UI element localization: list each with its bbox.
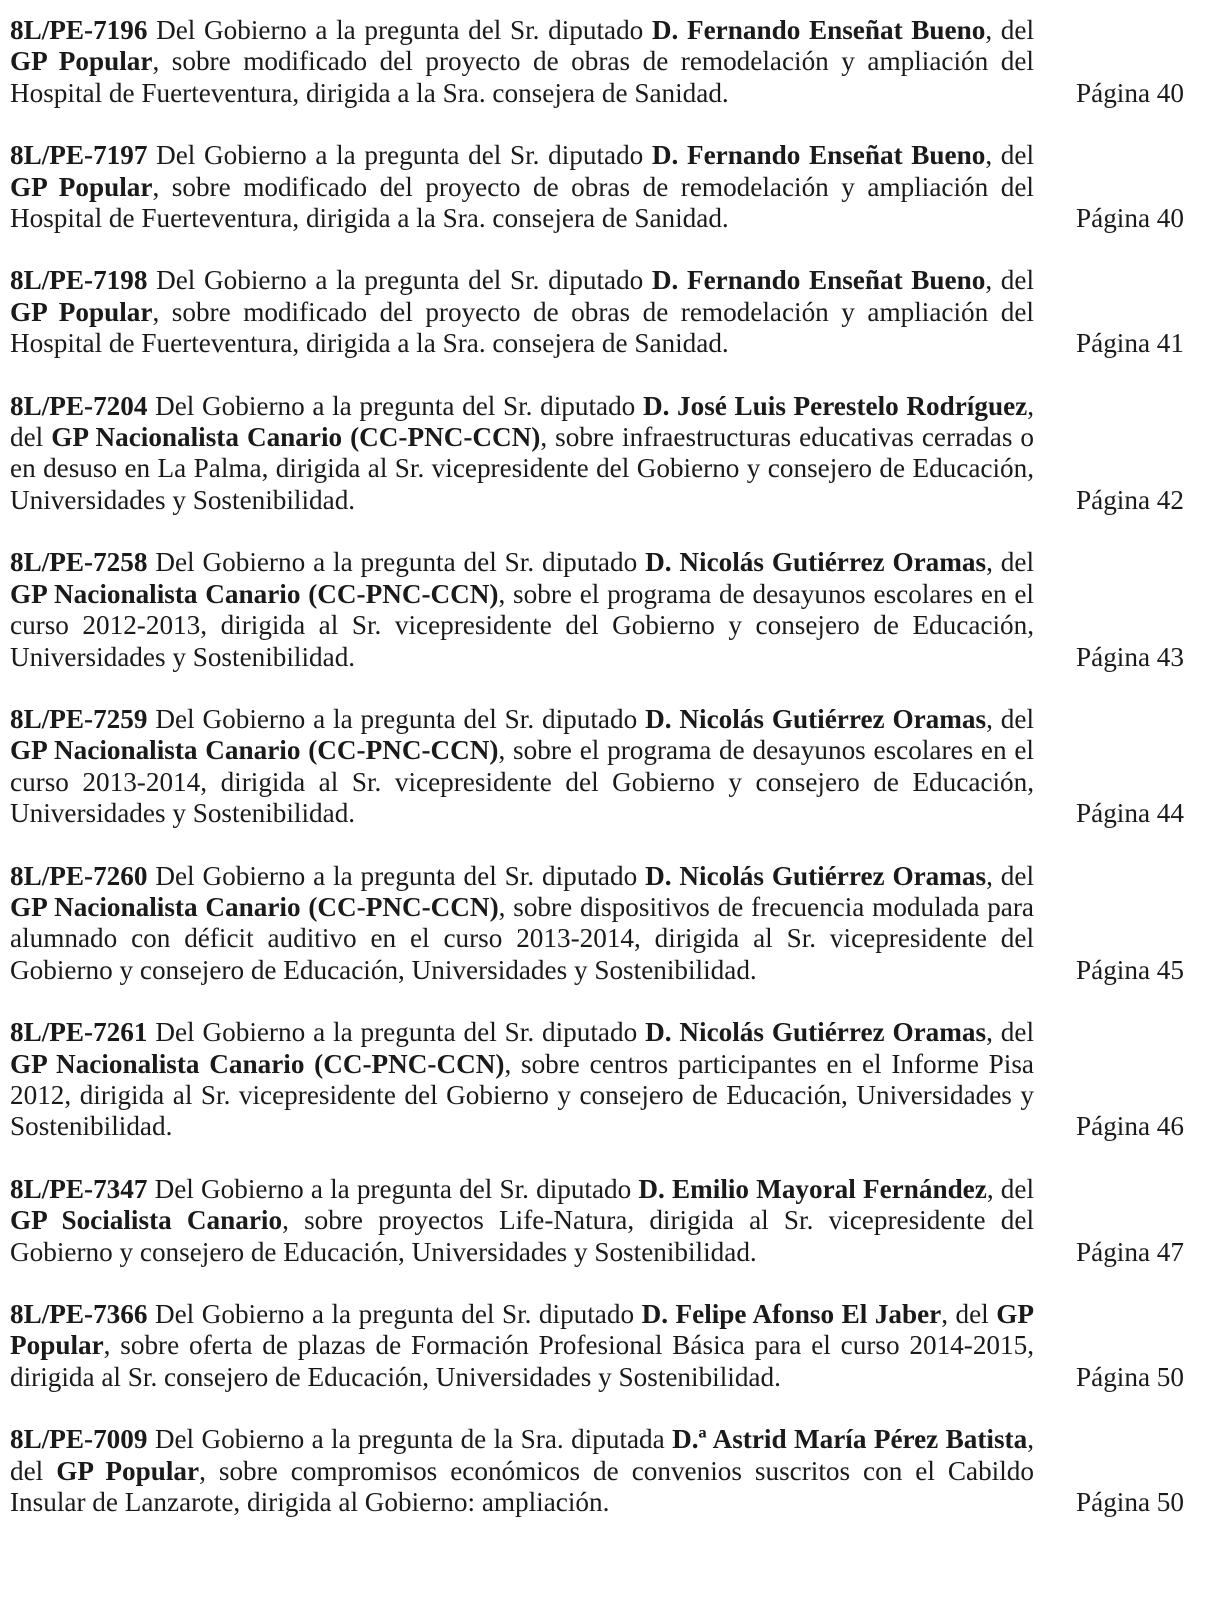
- page-reference: Página 42: [1076, 484, 1184, 515]
- entry-code: 8L/PE-7366: [10, 1299, 148, 1329]
- entry-intro: Del Gobierno a la pregunta del Sr. diputado: [147, 1017, 646, 1048]
- page-reference: Página 47: [1076, 1236, 1184, 1267]
- index-entry-7347: [10, 1174, 1184, 1268]
- page-reference: Página 50: [1076, 1361, 1184, 1392]
- entry-code: 8L/PE-7259: [10, 703, 148, 734]
- entry-deputy: D. José Luis Perestelo Rodríguez: [642, 390, 1028, 421]
- entry-text: [10, 15, 1034, 109]
- entry-subject: , sobre proyectos Life-Natura, dirigida al Sr. vicepresidente del Gobierno y consejero de Educación, Universidades y Sostenibilidad.: [10, 1205, 1034, 1267]
- entry-intro: Del Gobierno a la pregunta del Sr. diputado: [147, 390, 643, 421]
- entry-group: GP Popular: [10, 171, 153, 202]
- entry-code: 8L/PE-7196: [10, 15, 148, 45]
- page-reference: Página 40: [1076, 77, 1184, 108]
- index-entry-7198: [10, 265, 1184, 359]
- entry-intro: Del Gobierno a la pregunta del Sr. diputado: [147, 703, 646, 734]
- entry-connector: , del: [986, 547, 1034, 578]
- entry-group: GP Nacionalista Canario (CC-PNC-CCN): [10, 1048, 505, 1079]
- index-entry-7009: [10, 1424, 1184, 1518]
- index-entry-7258: [10, 547, 1184, 673]
- page-reference: Página 45: [1076, 954, 1184, 985]
- entry-deputy: D. Nicolás Gutiérrez Oramas: [645, 703, 987, 734]
- entry-deputy: D. Fernando Enseñat Bueno: [651, 265, 986, 296]
- index-entry-7197: [10, 140, 1184, 234]
- entry-text: [10, 861, 1034, 987]
- entry-deputy: D. Nicolás Gutiérrez Oramas: [645, 860, 987, 891]
- entry-code: 8L/PE-7198: [10, 265, 148, 296]
- entry-text: [10, 140, 1034, 234]
- entry-subject: , sobre dispositivos de frecuencia modulada para alumnado con déficit auditivo en el curso 2013-2014, dirigida al Sr. vicepresidente del Gobierno y consejero de Educación, Universidades y Sostenibilidad.: [10, 891, 1034, 985]
- entry-deputy: D.ª Astrid María Pérez Batista: [672, 1424, 1028, 1455]
- entry-subject: , sobre compromisos económicos de convenios suscritos con el Cabildo Insular de Lanzarote, dirigida al Gobierno: ampliación.: [10, 1455, 1034, 1518]
- entry-connector: , del: [985, 140, 1034, 171]
- index-entry-7260: [10, 861, 1184, 987]
- entry-group: GP Socialista Canario: [10, 1205, 283, 1236]
- entry-intro: Del Gobierno a la pregunta del Sr. diputado: [147, 140, 652, 171]
- entry-connector: , del: [10, 390, 1034, 453]
- page-reference: Página 44: [1076, 798, 1184, 829]
- entry-text: [10, 265, 1034, 359]
- entry-code: 8L/PE-7009: [10, 1424, 148, 1455]
- page-reference: Página 40: [1076, 203, 1184, 234]
- entry-group: GP Nacionalista Canario (CC-PNC-CCN): [10, 891, 499, 922]
- entry-code: 8L/PE-7347: [10, 1173, 148, 1204]
- entry-text: [10, 1299, 1034, 1393]
- entry-text: [10, 391, 1034, 517]
- entry-subject: , sobre modificado del proyecto de obras de remodelación y ampliación del Hospital de Fuerteventura, dirigida a la Sra. consejera de Sanidad.: [10, 171, 1034, 234]
- entry-connector: , del: [985, 15, 1034, 45]
- entry-group: GP Nacionalista Canario (CC-PNC-CCN): [10, 578, 499, 609]
- entry-group: GP Popular: [10, 1299, 1035, 1361]
- entry-code: 8L/PE-7204: [10, 390, 148, 421]
- entry-connector: , del: [941, 1299, 997, 1329]
- entry-deputy: D. Nicolás Gutiérrez Oramas: [645, 1017, 987, 1048]
- entry-connector: , del: [986, 703, 1034, 734]
- entry-subject: , sobre infraestructuras educativas cerradas o en desuso en La Palma, dirigida al Sr. vicepresidente del Gobierno y consejero de Educación, Universidades y Sostenibilidad.: [10, 422, 1035, 515]
- page-reference: Página 50: [1076, 1487, 1184, 1518]
- entry-intro: Del Gobierno a la pregunta del Sr. diputado: [147, 547, 646, 578]
- entry-deputy: D. Fernando Enseñat Bueno: [651, 140, 986, 171]
- entry-text: [10, 1424, 1034, 1518]
- entry-intro: Del Gobierno a la pregunta del Sr. diputado: [147, 1173, 639, 1204]
- entry-text: [10, 547, 1034, 673]
- entry-intro: Del Gobierno a la pregunta del Sr. diputado: [147, 265, 652, 296]
- entry-subject: , sobre oferta de plazas de Formación Profesional Básica para el curso 2014-2015, dirigida al Sr. consejero de Educación, Universidades y Sostenibilidad.: [10, 1330, 1034, 1392]
- entry-deputy: D. Nicolás Gutiérrez Oramas: [645, 547, 987, 578]
- entry-code: 8L/PE-7197: [10, 140, 148, 171]
- entry-connector: , del: [10, 1424, 1034, 1486]
- entry-text: [10, 1174, 1034, 1268]
- entry-intro: Del Gobierno a la pregunta del Sr. diputado: [147, 860, 646, 891]
- entry-code: 8L/PE-7258: [10, 547, 148, 578]
- entry-deputy: D. Fernando Enseñat Bueno: [651, 15, 986, 45]
- entry-text: [10, 1017, 1034, 1143]
- page-reference: Página 43: [1076, 641, 1184, 672]
- entry-intro: Del Gobierno a la pregunta del Sr. diputado: [147, 1299, 642, 1329]
- page-reference: Página 46: [1076, 1111, 1184, 1142]
- entry-intro: Del Gobierno a la pregunta de la Sra. diputada: [147, 1424, 673, 1455]
- entry-subject: , sobre modificado del proyecto de obras de remodelación y ampliación del Hospital de Fuerteventura, dirigida a la Sra. consejera de Sanidad.: [10, 46, 1034, 108]
- entry-deputy: D. Felipe Afonso El Jaber: [641, 1299, 942, 1329]
- entry-group: GP Nacionalista Canario (CC-PNC-CCN): [51, 422, 541, 453]
- entry-subject: , sobre el programa de desayunos escolares en el curso 2012-2013, dirigida al Sr. vicepresidente del Gobierno y consejero de Educación, Universidades y Sostenibilidad.: [10, 578, 1034, 672]
- entry-deputy: D. Emilio Mayoral Fernández: [638, 1173, 987, 1204]
- entry-text: [10, 704, 1034, 830]
- index-entry-7259: [10, 704, 1184, 830]
- entry-subject: , sobre centros participantes en el Informe Pisa 2012, dirigida al Sr. vicepresidente del Gobierno y consejero de Educación, Universidades y Sostenibilidad.: [10, 1048, 1034, 1142]
- entry-code: 8L/PE-7261: [10, 1017, 148, 1048]
- index-entry-7366: [10, 1299, 1184, 1393]
- index-entry-7261: [10, 1017, 1184, 1143]
- entry-subject: , sobre modificado del proyecto de obras de remodelación y ampliación del Hospital de Fuerteventura, dirigida a la Sra. consejera de Sanidad.: [10, 296, 1034, 359]
- entry-group: GP Nacionalista Canario (CC-PNC-CCN): [10, 735, 499, 766]
- entry-connector: , del: [986, 1017, 1034, 1048]
- entry-connector: , del: [985, 265, 1034, 296]
- entry-connector: , del: [986, 1173, 1034, 1204]
- page-reference: Página 41: [1076, 328, 1184, 359]
- entry-code: 8L/PE-7260: [10, 860, 148, 891]
- index-entry-7204: [10, 391, 1184, 517]
- entry-subject: , sobre el programa de desayunos escolares en el curso 2013-2014, dirigida al Sr. vicepresidente del Gobierno y consejero de Educación, Universidades y Sostenibilidad.: [10, 735, 1034, 829]
- entry-group: GP Popular: [10, 296, 153, 327]
- entry-connector: , del: [986, 860, 1034, 891]
- entry-group: GP Popular: [56, 1455, 200, 1486]
- entry-group: GP Popular: [10, 46, 153, 77]
- index-entry-7196: [10, 15, 1184, 109]
- entry-intro: Del Gobierno a la pregunta del Sr. diputado: [147, 15, 652, 45]
